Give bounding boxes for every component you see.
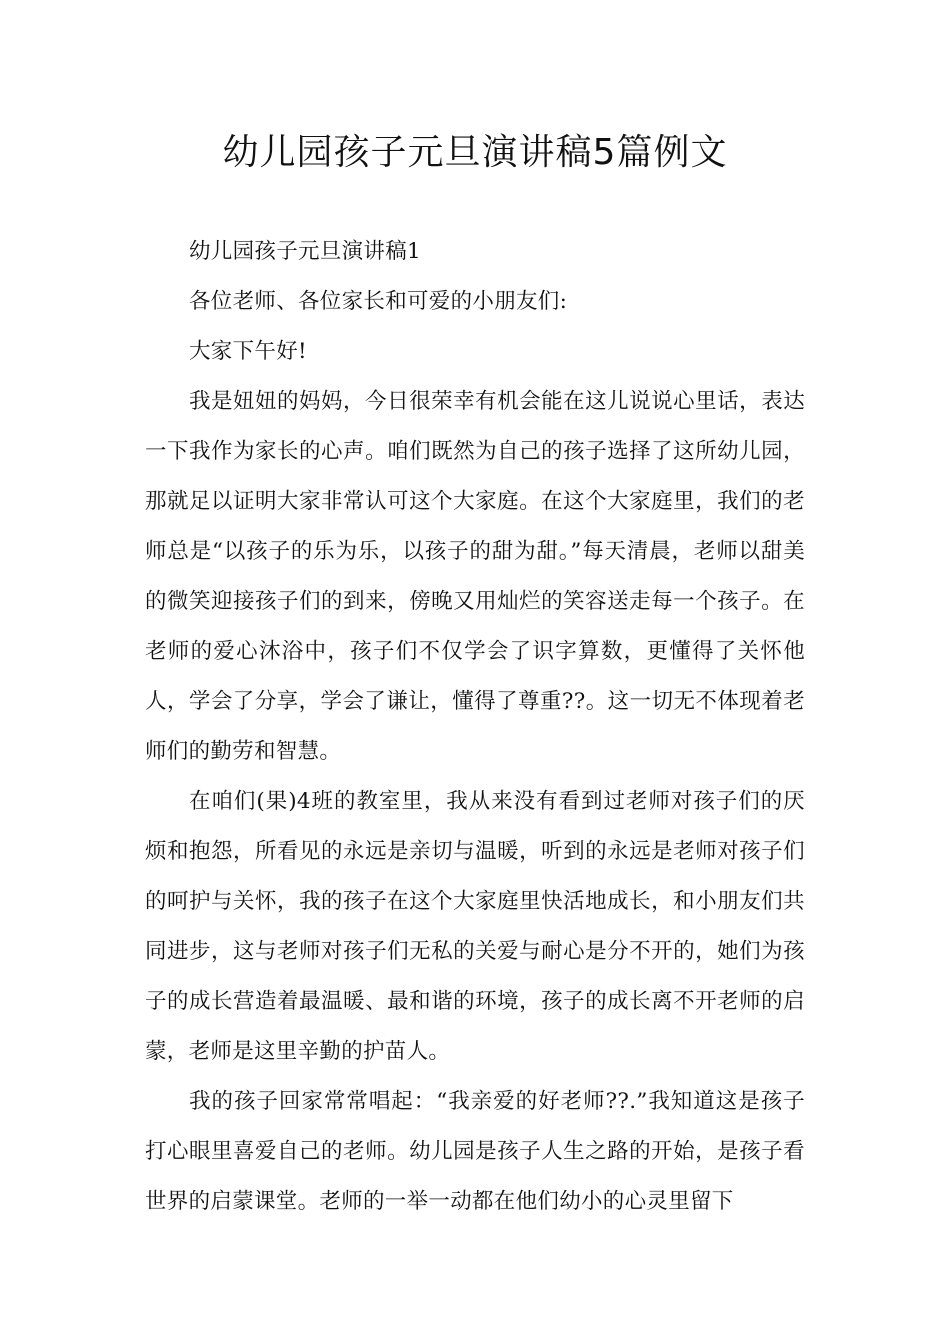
paragraph: 我的孩子回家常常唱起：“我亲爱的好老师??.”我知道这是孩子打心眼里喜爱自己的老师。幼儿园是孩子人生之路的开始，是孩子看世界的启蒙课堂。老师的一举一动都在他们幼小的心灵里留下 [145, 1089, 805, 1214]
greeting: 大家下午好! [189, 339, 307, 364]
paragraph: 我是妞妞的妈妈，今日很荣幸有机会能在这儿说说心里话，表达一下我作为家长的心声。咱们既然为自己的孩子选择了这所幼儿园，那就足以证明大家非常认可这个大家庭。在这个大家庭里，我们的老师总是“以孩子的乐为乐，以孩子的甜为甜。”每天清晨，老师以甜美的微笑迎接孩子们的到来，傍晚又用灿烂的笑容送走每一个孩子。在老师的爱心沐浴中，孩子们不仅学会了识字算数，更懂得了关怀他人，学会了分享，学会了谦让，懂得了尊重??。这一切无不体现着老师们的勤劳和智慧。 [145, 389, 805, 764]
document-body [145, 227, 805, 1227]
section-heading: 幼儿园孩子元旦演讲稿1 [189, 239, 421, 264]
paragraph: 在咱们(果)4班的教室里，我从来没有看到过老师对孩子们的厌烦和抱怨，所看见的永远是亲切与温暖，听到的永远是老师对孩子们的呵护与关怀，我的孩子在这个大家庭里快活地成长，和小朋友们共同进步，这与老师对孩子们无私的关爱与耐心是分不开的，她们为孩子的成长营造着最温暖、最和谐的环境，孩子的成长离不开老师的启蒙，老师是这里辛勤的护苗人。 [145, 789, 805, 1064]
salutation: 各位老师、各位家长和可爱的小朋友们: [189, 289, 568, 314]
document-title: 幼儿园孩子元旦演讲稿5篇例文 [222, 132, 728, 173]
